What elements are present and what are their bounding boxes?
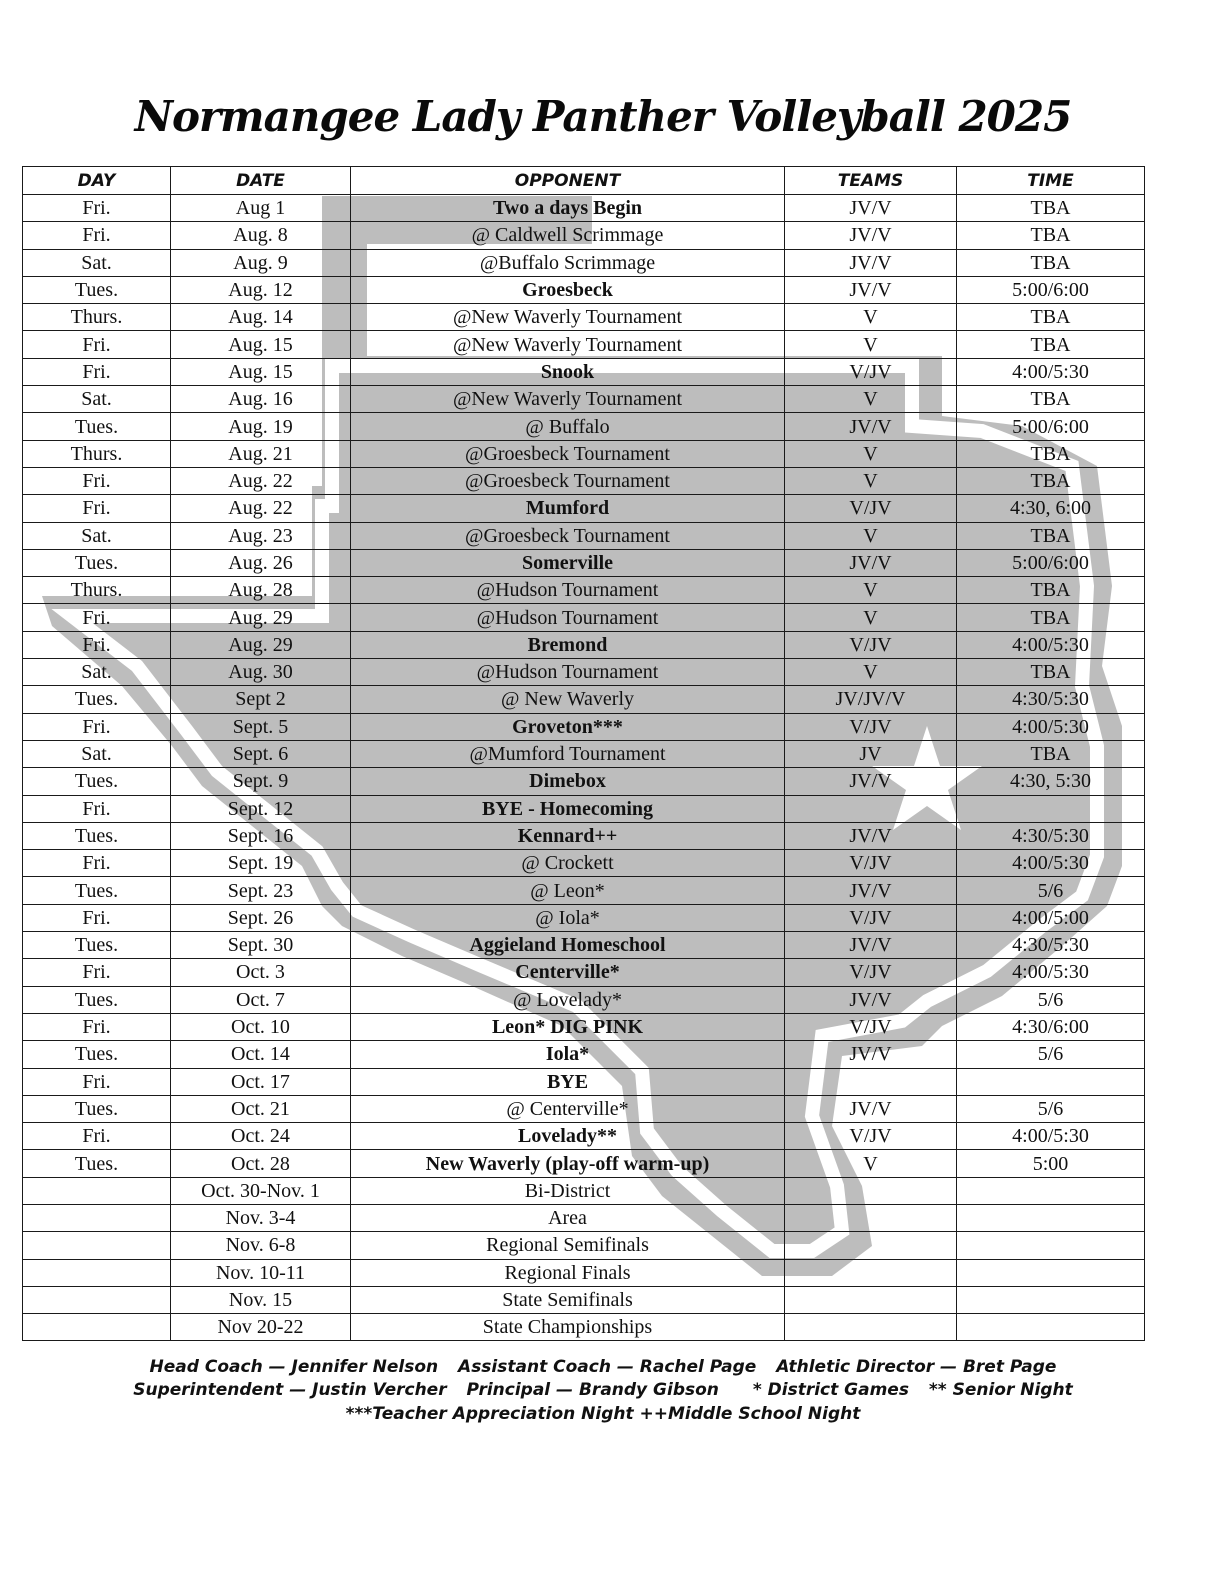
middle-school-night-note: ++Middle School Night [639,1404,861,1424]
cell-opponent: Leon* DIG PINK [351,1013,785,1040]
cell-day: Fri. [23,1068,171,1095]
table-row [23,1204,1145,1231]
cell-day: Fri. [23,604,171,631]
cell-time: 4:30/5:30 [957,686,1145,713]
cell-time [957,1259,1145,1286]
cell-opponent: @Hudson Tournament [351,659,785,686]
cell-teams: JV/V [785,932,957,959]
cell-teams: JV/V [785,222,957,249]
cell-teams: JV/V [785,413,957,440]
cell-date: Aug. 12 [171,276,351,303]
table-row [23,577,1145,604]
cell-day: Tues. [23,932,171,959]
cell-teams: V [785,577,957,604]
cell-opponent: @ Lovelady* [351,986,785,1013]
cell-time [957,1314,1145,1341]
cell-teams: JV/V [785,1041,957,1068]
table-row [23,549,1145,576]
cell-date: Aug. 15 [171,358,351,385]
cell-date: Aug. 23 [171,522,351,549]
table-row [23,822,1145,849]
cell-date: Aug. 15 [171,331,351,358]
table-row [23,386,1145,413]
cell-teams: V/JV [785,1123,957,1150]
cell-day [23,1314,171,1341]
cell-day: Thurs. [23,577,171,604]
principal: Principal — Brandy Gibson [466,1380,719,1400]
cell-date: Aug. 22 [171,495,351,522]
cell-time: 5:00/6:00 [957,413,1145,440]
cell-opponent: Iola* [351,1041,785,1068]
table-row [23,1286,1145,1313]
table-row [23,904,1145,931]
table-row [23,1123,1145,1150]
table-row [23,932,1145,959]
cell-day [23,1177,171,1204]
cell-teams: V [785,331,957,358]
cell-day: Fri. [23,331,171,358]
cell-time: 4:30/6:00 [957,1013,1145,1040]
table-row [23,1232,1145,1259]
cell-opponent: Regional Semifinals [351,1232,785,1259]
cell-date: Oct. 30-Nov. 1 [171,1177,351,1204]
cell-teams: V [785,467,957,494]
cell-opponent: State Semifinals [351,1286,785,1313]
cell-opponent: @New Waverly Tournament [351,331,785,358]
table-row [23,713,1145,740]
cell-teams: JV/V [785,195,957,222]
table-row [23,877,1145,904]
cell-opponent: @New Waverly Tournament [351,386,785,413]
cell-time: TBA [957,604,1145,631]
cell-opponent: New Waverly (play-off warm-up) [351,1150,785,1177]
table-row [23,467,1145,494]
cell-teams: V/JV [785,1013,957,1040]
cell-opponent: Centerville* [351,959,785,986]
cell-date: Aug. 26 [171,549,351,576]
cell-opponent: @ Crockett [351,850,785,877]
cell-date: Sept. 16 [171,822,351,849]
table-row [23,1177,1145,1204]
cell-time: 4:00/5:30 [957,1123,1145,1150]
cell-date: Aug. 21 [171,440,351,467]
header-date: DATE [171,167,351,195]
cell-day: Tues. [23,1095,171,1122]
cell-date: Aug. 16 [171,386,351,413]
cell-day [23,1204,171,1231]
cell-opponent: @Groesbeck Tournament [351,440,785,467]
header-time: TIME [957,167,1145,195]
cell-date: Aug. 29 [171,631,351,658]
footer-line-2 [0,1380,1206,1400]
district-games-note: * District Games [752,1380,909,1400]
cell-day: Tues. [23,1150,171,1177]
cell-time: 5/6 [957,1095,1145,1122]
table-header-row [23,167,1145,195]
table-row [23,195,1145,222]
cell-time: TBA [957,222,1145,249]
cell-date: Sept 2 [171,686,351,713]
page-title: Normangee Lady Panther Volleyball 2025 [134,92,1072,141]
cell-day: Tues. [23,822,171,849]
cell-teams: V/JV [785,959,957,986]
cell-time: 5:00/6:00 [957,549,1145,576]
cell-date: Aug. 28 [171,577,351,604]
cell-opponent: Dimebox [351,768,785,795]
cell-teams: JV/V [785,986,957,1013]
cell-opponent: Bi-District [351,1177,785,1204]
teacher-appreciation-note: ***Teacher Appreciation Night [345,1404,634,1424]
cell-teams: V/JV [785,850,957,877]
cell-time: 4:00/5:00 [957,904,1145,931]
cell-date: Nov. 10-11 [171,1259,351,1286]
footer-line-1 [0,1357,1206,1377]
cell-teams [785,1314,957,1341]
cell-date: Oct. 10 [171,1013,351,1040]
cell-date: Aug. 30 [171,659,351,686]
cell-teams: JV/V [785,249,957,276]
cell-day: Sat. [23,659,171,686]
cell-date: Nov. 6-8 [171,1232,351,1259]
cell-opponent: Mumford [351,495,785,522]
table-row [23,304,1145,331]
table-row [23,604,1145,631]
cell-teams [785,795,957,822]
cell-day: Tues. [23,549,171,576]
table-row [23,276,1145,303]
cell-opponent: @Hudson Tournament [351,577,785,604]
cell-date: Oct. 14 [171,1041,351,1068]
cell-time: TBA [957,577,1145,604]
cell-teams: JV/V [785,276,957,303]
cell-teams: V/JV [785,631,957,658]
schedule-table [22,166,1145,1341]
cell-teams: V [785,386,957,413]
cell-time: TBA [957,740,1145,767]
cell-date: Sept. 12 [171,795,351,822]
cell-day: Sat. [23,386,171,413]
cell-date: Nov 20-22 [171,1314,351,1341]
cell-teams: V [785,440,957,467]
cell-opponent: @Mumford Tournament [351,740,785,767]
table-row [23,631,1145,658]
header-teams: TEAMS [785,167,957,195]
cell-date: Oct. 24 [171,1123,351,1150]
cell-time [957,1204,1145,1231]
cell-time: 5/6 [957,986,1145,1013]
cell-time: TBA [957,195,1145,222]
cell-date: Nov. 15 [171,1286,351,1313]
table-row [23,440,1145,467]
cell-date: Sept. 9 [171,768,351,795]
cell-time: TBA [957,467,1145,494]
cell-teams: JV/V [785,877,957,904]
table-row [23,986,1145,1013]
table-row [23,495,1145,522]
table-row [23,1314,1145,1341]
cell-teams [785,1068,957,1095]
cell-day: Fri. [23,959,171,986]
cell-opponent: @Groesbeck Tournament [351,522,785,549]
cell-opponent: Regional Finals [351,1259,785,1286]
cell-time: TBA [957,249,1145,276]
cell-time: 4:00/5:30 [957,631,1145,658]
table-row [23,222,1145,249]
cell-opponent: Snook [351,358,785,385]
cell-time [957,1177,1145,1204]
cell-opponent: Somerville [351,549,785,576]
cell-opponent: @ Iola* [351,904,785,931]
cell-opponent: Lovelady** [351,1123,785,1150]
cell-date: Aug. 22 [171,467,351,494]
cell-time: TBA [957,304,1145,331]
cell-opponent: @Groesbeck Tournament [351,467,785,494]
cell-time: 5/6 [957,1041,1145,1068]
table-row [23,686,1145,713]
table-row [23,413,1145,440]
cell-opponent: Groesbeck [351,276,785,303]
table-row [23,1095,1145,1122]
cell-teams: JV/V [785,549,957,576]
cell-time: 4:00/5:30 [957,358,1145,385]
cell-teams: V [785,1150,957,1177]
cell-opponent: Bremond [351,631,785,658]
cell-day: Fri. [23,904,171,931]
cell-opponent: Aggieland Homeschool [351,932,785,959]
table-row [23,768,1145,795]
cell-opponent: @ Caldwell Scrimmage [351,222,785,249]
cell-day [23,1259,171,1286]
cell-opponent: Groveton*** [351,713,785,740]
cell-day: Sat. [23,249,171,276]
cell-date: Sept. 30 [171,932,351,959]
cell-day: Tues. [23,768,171,795]
schedule-sheet [22,166,1144,1356]
cell-teams: JV/V [785,768,957,795]
cell-day: Fri. [23,222,171,249]
cell-time: 4:30, 6:00 [957,495,1145,522]
cell-day: Tues. [23,1041,171,1068]
table-row [23,659,1145,686]
table-row [23,358,1145,385]
cell-date: Aug. 19 [171,413,351,440]
cell-date: Oct. 21 [171,1095,351,1122]
cell-teams: V/JV [785,904,957,931]
cell-teams [785,1177,957,1204]
assistant-coach: Assistant Coach — Rachel Page [458,1357,757,1377]
cell-day: Sat. [23,740,171,767]
cell-date: Aug. 9 [171,249,351,276]
table-row [23,1068,1145,1095]
cell-opponent: Area [351,1204,785,1231]
cell-day: Thurs. [23,304,171,331]
cell-date: Sept. 5 [171,713,351,740]
cell-date: Oct. 17 [171,1068,351,1095]
cell-teams: V/JV [785,713,957,740]
cell-day: Sat. [23,522,171,549]
table-row [23,959,1145,986]
table-row [23,1013,1145,1040]
cell-teams: V [785,659,957,686]
cell-time: 5/6 [957,877,1145,904]
table-row [23,740,1145,767]
cell-time: TBA [957,331,1145,358]
cell-day: Fri. [23,1013,171,1040]
cell-time: 4:30/5:30 [957,932,1145,959]
cell-time: 4:00/5:30 [957,959,1145,986]
cell-day: Fri. [23,850,171,877]
cell-teams [785,1204,957,1231]
cell-day: Tues. [23,877,171,904]
footer-line-3 [0,1404,1206,1424]
cell-opponent: @ Centerville* [351,1095,785,1122]
cell-time: TBA [957,386,1145,413]
cell-day: Fri. [23,195,171,222]
cell-teams: V/JV [785,495,957,522]
cell-opponent: @ New Waverly [351,686,785,713]
cell-day: Fri. [23,495,171,522]
cell-teams: JV [785,740,957,767]
cell-date: Aug. 29 [171,604,351,631]
cell-date: Oct. 3 [171,959,351,986]
cell-time: 4:30/5:30 [957,822,1145,849]
cell-day: Fri. [23,1123,171,1150]
cell-opponent: Kennard++ [351,822,785,849]
cell-opponent: @Buffalo Scrimmage [351,249,785,276]
cell-time: 4:00/5:30 [957,713,1145,740]
cell-teams: JV/V [785,1095,957,1122]
cell-date: Aug 1 [171,195,351,222]
cell-day [23,1286,171,1313]
cell-day: Tues. [23,276,171,303]
cell-time: 5:00/6:00 [957,276,1145,303]
table-row [23,522,1145,549]
cell-time: TBA [957,522,1145,549]
head-coach: Head Coach — Jennifer Nelson [149,1357,439,1377]
header-day: DAY [23,167,171,195]
table-row [23,1150,1145,1177]
cell-teams: V/JV [785,358,957,385]
cell-date: Sept. 26 [171,904,351,931]
cell-opponent: @Hudson Tournament [351,604,785,631]
table-row [23,795,1145,822]
cell-teams: V [785,604,957,631]
cell-day: Fri. [23,358,171,385]
cell-date: Sept. 6 [171,740,351,767]
cell-date: Sept. 19 [171,850,351,877]
cell-teams: V [785,304,957,331]
cell-day: Thurs. [23,440,171,467]
cell-day: Fri. [23,795,171,822]
cell-teams [785,1232,957,1259]
cell-date: Sept. 23 [171,877,351,904]
table-row [23,331,1145,358]
table-row [23,850,1145,877]
cell-opponent: BYE [351,1068,785,1095]
cell-teams: V [785,522,957,549]
cell-date: Nov. 3-4 [171,1204,351,1231]
cell-teams [785,1286,957,1313]
schedule-body [23,195,1145,1341]
table-row [23,249,1145,276]
table-row [23,1041,1145,1068]
cell-time: TBA [957,440,1145,467]
cell-time: 4:30, 5:30 [957,768,1145,795]
senior-night-note: ** Senior Night [928,1380,1073,1400]
cell-opponent: State Championships [351,1314,785,1341]
superintendent: Superintendent — Justin Vercher [133,1380,447,1400]
cell-date: Aug. 8 [171,222,351,249]
cell-time: 4:00/5:30 [957,850,1145,877]
cell-teams: JV/V [785,822,957,849]
cell-day: Fri. [23,467,171,494]
cell-time: 5:00 [957,1150,1145,1177]
table-row [23,1259,1145,1286]
cell-date: Oct. 28 [171,1150,351,1177]
cell-time: TBA [957,659,1145,686]
cell-opponent: BYE - Homecoming [351,795,785,822]
cell-opponent: @ Leon* [351,877,785,904]
cell-opponent: Two a days Begin [351,195,785,222]
cell-time [957,1068,1145,1095]
cell-teams [785,1259,957,1286]
cell-day: Tues. [23,413,171,440]
cell-day: Tues. [23,686,171,713]
cell-day: Tues. [23,986,171,1013]
cell-date: Aug. 14 [171,304,351,331]
header-opponent: OPPONENT [351,167,785,195]
cell-day [23,1232,171,1259]
cell-teams: JV/JV/V [785,686,957,713]
cell-opponent: @New Waverly Tournament [351,304,785,331]
cell-time [957,1232,1145,1259]
cell-day: Fri. [23,713,171,740]
athletic-director: Athletic Director — Bret Page [776,1357,1057,1377]
cell-opponent: @ Buffalo [351,413,785,440]
cell-time [957,1286,1145,1313]
cell-day: Fri. [23,631,171,658]
cell-date: Oct. 7 [171,986,351,1013]
cell-time [957,795,1145,822]
